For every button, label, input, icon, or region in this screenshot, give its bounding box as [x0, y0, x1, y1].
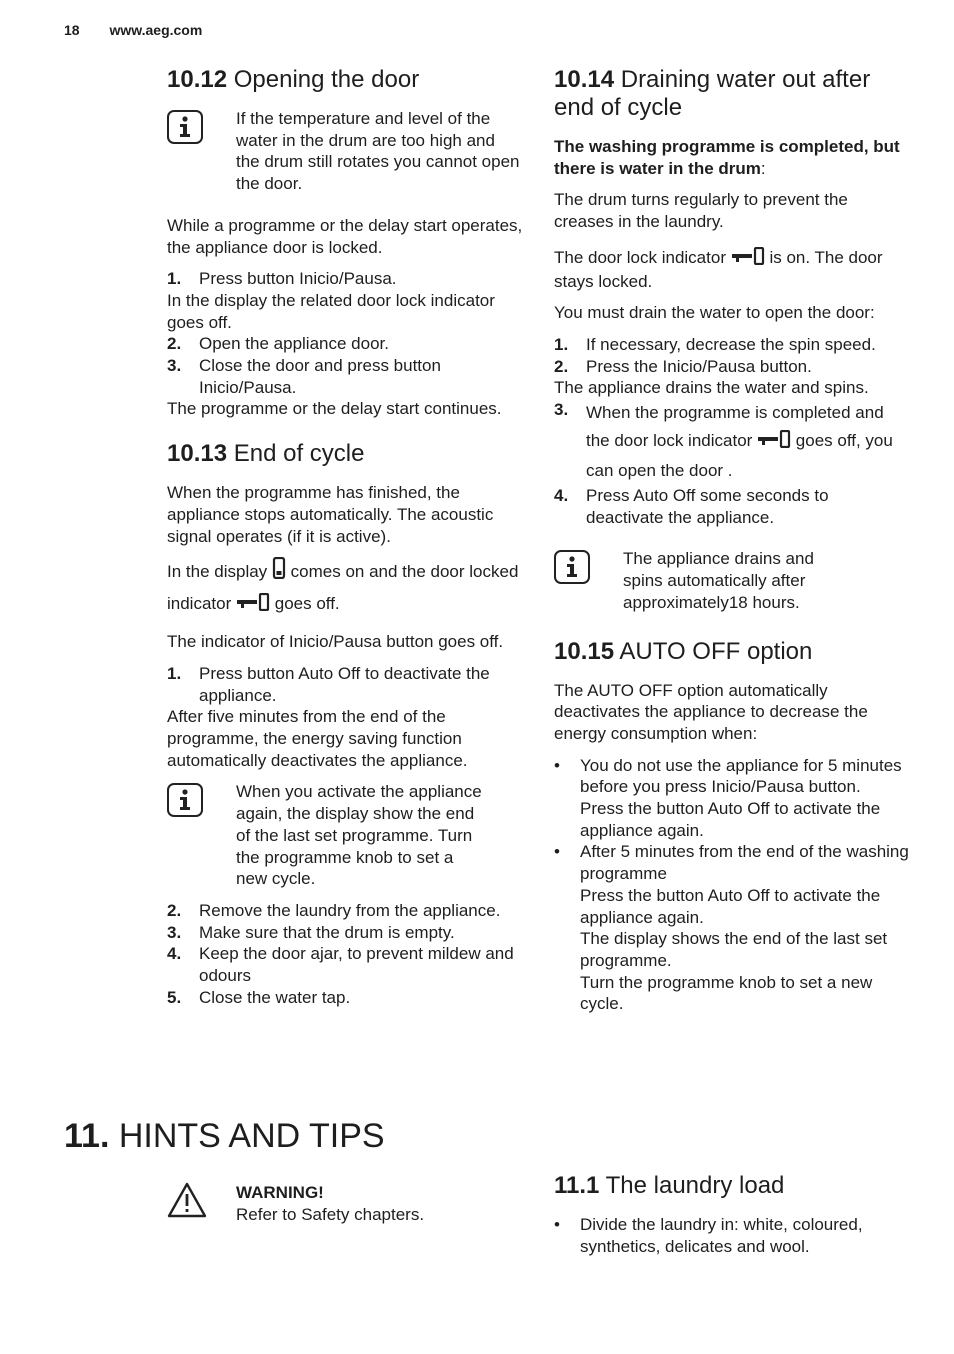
step-item	[554, 399, 910, 485]
step-item	[554, 334, 910, 356]
lead-bold-text: The washing programme is completed, but there is water in the drum	[554, 137, 900, 178]
bullet-mark: •	[554, 1215, 560, 1234]
section-10-15-heading	[554, 638, 910, 666]
step-item	[167, 922, 523, 944]
bullet-continuation: Turn the programme knob to set a new cycle.	[580, 972, 873, 1014]
chapter-title: HINTS AND TIPS	[118, 1117, 385, 1155]
section-title: AUTO OFF option	[619, 637, 813, 665]
text-fragment: When the programme is completed and the door lock indicator	[586, 403, 884, 451]
bullet-text: Divide the laundry in: white, coloured, synthetics, delicates and wool.	[580, 1215, 863, 1256]
bullet-body	[580, 841, 910, 1015]
step-text: Press the Inicio/Pausa button.	[586, 356, 812, 376]
step-item	[167, 268, 523, 290]
step-number: 4.	[167, 944, 182, 964]
right-column	[554, 66, 910, 1015]
section-number: 10.15	[554, 637, 615, 665]
text-fragment: is on. The door stays locked.	[554, 247, 883, 291]
step-item	[167, 355, 523, 398]
paragraph: The drum turns regularly to prevent the creases in the laundry.	[554, 190, 848, 232]
text-fragment: In the display	[167, 562, 268, 582]
text-fragment: The door lock indicator	[554, 247, 726, 267]
step-item	[167, 987, 523, 1009]
step-number: 4.	[554, 486, 569, 506]
paragraph: The indicator of Inicio/Pausa button goes off.	[167, 632, 504, 652]
text-fragment: goes off.	[274, 594, 340, 614]
section-10-13-heading	[167, 440, 523, 468]
page-number: 18	[64, 22, 80, 38]
step-text: Close the door and press button Inicio/Pausa.	[199, 356, 441, 397]
step-text: If necessary, decrease the spin speed.	[586, 334, 876, 354]
section-11-1-heading	[554, 1172, 910, 1200]
warning-note	[167, 1182, 424, 1225]
warning-triangle-icon	[167, 1182, 236, 1225]
step-number: 3.	[167, 356, 182, 376]
step-number: 1.	[554, 334, 569, 354]
bullet-continuation: Press the button Auto Off to activate the appliance again.	[580, 885, 881, 927]
bullet-body	[580, 755, 910, 842]
step-result: In the display the related door lock indicator goes off.	[167, 290, 495, 332]
step-item	[167, 900, 523, 922]
section-10-12-heading	[167, 66, 523, 94]
paragraph-with-icon	[554, 247, 910, 292]
bullet-continuation: The display shows the end of the last set programme.	[580, 929, 888, 970]
step-text: Press Auto Off some seconds to deactivate the appliance.	[586, 486, 829, 527]
site-url: www.aeg.com	[109, 22, 203, 38]
bullet-item	[554, 841, 910, 1015]
section-number: 10.12	[167, 66, 228, 93]
step-item	[554, 485, 910, 528]
section-number: 10.13	[167, 440, 228, 468]
page-header	[64, 22, 202, 38]
lead-paragraph	[554, 136, 910, 179]
step-number: 1.	[167, 663, 182, 683]
section-title: Draining water out after end of cycle	[554, 66, 871, 121]
section-10-14-heading	[554, 66, 910, 122]
step-text: Make sure that the drum is empty.	[199, 922, 455, 942]
step-item	[167, 943, 523, 986]
warning-body: Refer to Safety chapters.	[236, 1204, 425, 1224]
bullet-item	[554, 755, 910, 842]
bullet-item	[554, 1214, 910, 1257]
step-item	[167, 333, 523, 355]
step-number: 3.	[167, 922, 182, 942]
left-column	[167, 66, 523, 1009]
step-item	[554, 356, 910, 378]
bullet-continuation: Press the button Auto Off to activate the appliance again.	[580, 799, 881, 840]
bullet-text: You do not use the appliance for 5 minutes before you press Inicio/Pausa button.	[580, 755, 902, 797]
section-title: Opening the door	[233, 66, 420, 93]
text-fragment: comes on and the door locked indicator	[167, 562, 519, 614]
paragraph: When the programme has finished, the appliance stops automatically. The acoustic signal operates (if it is active).	[167, 483, 494, 546]
paragraph-with-icons	[167, 557, 523, 621]
info-icon	[554, 550, 590, 584]
note-text: If the temperature and level of the water in the drum are too high and the drum still rotates you cannot open the door.	[236, 109, 520, 194]
step-text: Keep the door ajar, to prevent mildew and odours	[199, 944, 514, 986]
step-text-with-icon	[586, 399, 910, 485]
note-text: The appliance drains and spins automatically after approximately18 hours.	[623, 549, 814, 612]
step-result: After five minutes from the end of the programme, the energy saving function automatically deactivates the appliance.	[167, 707, 468, 770]
chapter-11-heading	[64, 1116, 385, 1156]
bullet-mark: •	[554, 842, 560, 862]
step-text: Open the appliance door.	[199, 334, 389, 354]
step-result: The appliance drains the water and spins.	[554, 378, 869, 398]
info-note	[167, 781, 523, 890]
door-lock-indicator-icon	[757, 429, 791, 457]
paragraph: While a programme or the delay start operates, the appliance door is locked.	[167, 215, 523, 257]
bullet-mark: •	[554, 755, 560, 775]
step-text: Remove the laundry from the appliance.	[199, 900, 501, 920]
warning-title: WARNING!	[236, 1183, 324, 1202]
lead-colon: :	[760, 158, 766, 178]
step-number: 2.	[554, 356, 569, 376]
warning-text	[236, 1182, 424, 1225]
info-note	[167, 108, 523, 195]
info-note	[554, 548, 910, 613]
step-number: 3.	[554, 400, 569, 420]
section-title: The laundry load	[605, 1172, 785, 1199]
chapter-number: 11.	[64, 1117, 110, 1155]
section-number: 11.1	[554, 1172, 600, 1199]
step-number: 5.	[167, 987, 182, 1007]
paragraph: You must drain the water to open the door:	[554, 303, 875, 323]
step-text: Close the water tap.	[199, 987, 351, 1007]
step-number: 1.	[167, 269, 182, 289]
step-number: 2.	[167, 900, 182, 920]
step-result: The programme or the delay start continues.	[167, 399, 502, 419]
bullet-text: After 5 minutes from the end of the washing programme	[580, 842, 909, 884]
section-title: End of cycle	[233, 440, 365, 468]
section-number: 10.14	[554, 66, 615, 93]
text-fragment: goes off, you can open the door .	[586, 431, 893, 481]
info-icon	[167, 110, 203, 144]
display-end-indicator-icon	[272, 557, 286, 589]
section-11-1	[554, 1172, 910, 1257]
step-item	[167, 663, 523, 706]
info-icon	[167, 783, 203, 817]
door-lock-indicator-icon	[731, 247, 765, 271]
door-lock-indicator-icon	[236, 591, 270, 621]
note-text: When you activate the appliance again, the display show the end of the last set programme. Turn the programme knob to set a new cycle.	[236, 782, 482, 889]
step-number: 2.	[167, 334, 182, 354]
paragraph: The AUTO OFF option automatically deactivates the appliance to decrease the energy consumption when:	[554, 680, 868, 743]
step-text: Press button Inicio/Pausa.	[199, 269, 397, 289]
step-text: Press button Auto Off to deactivate the appliance.	[199, 663, 490, 705]
